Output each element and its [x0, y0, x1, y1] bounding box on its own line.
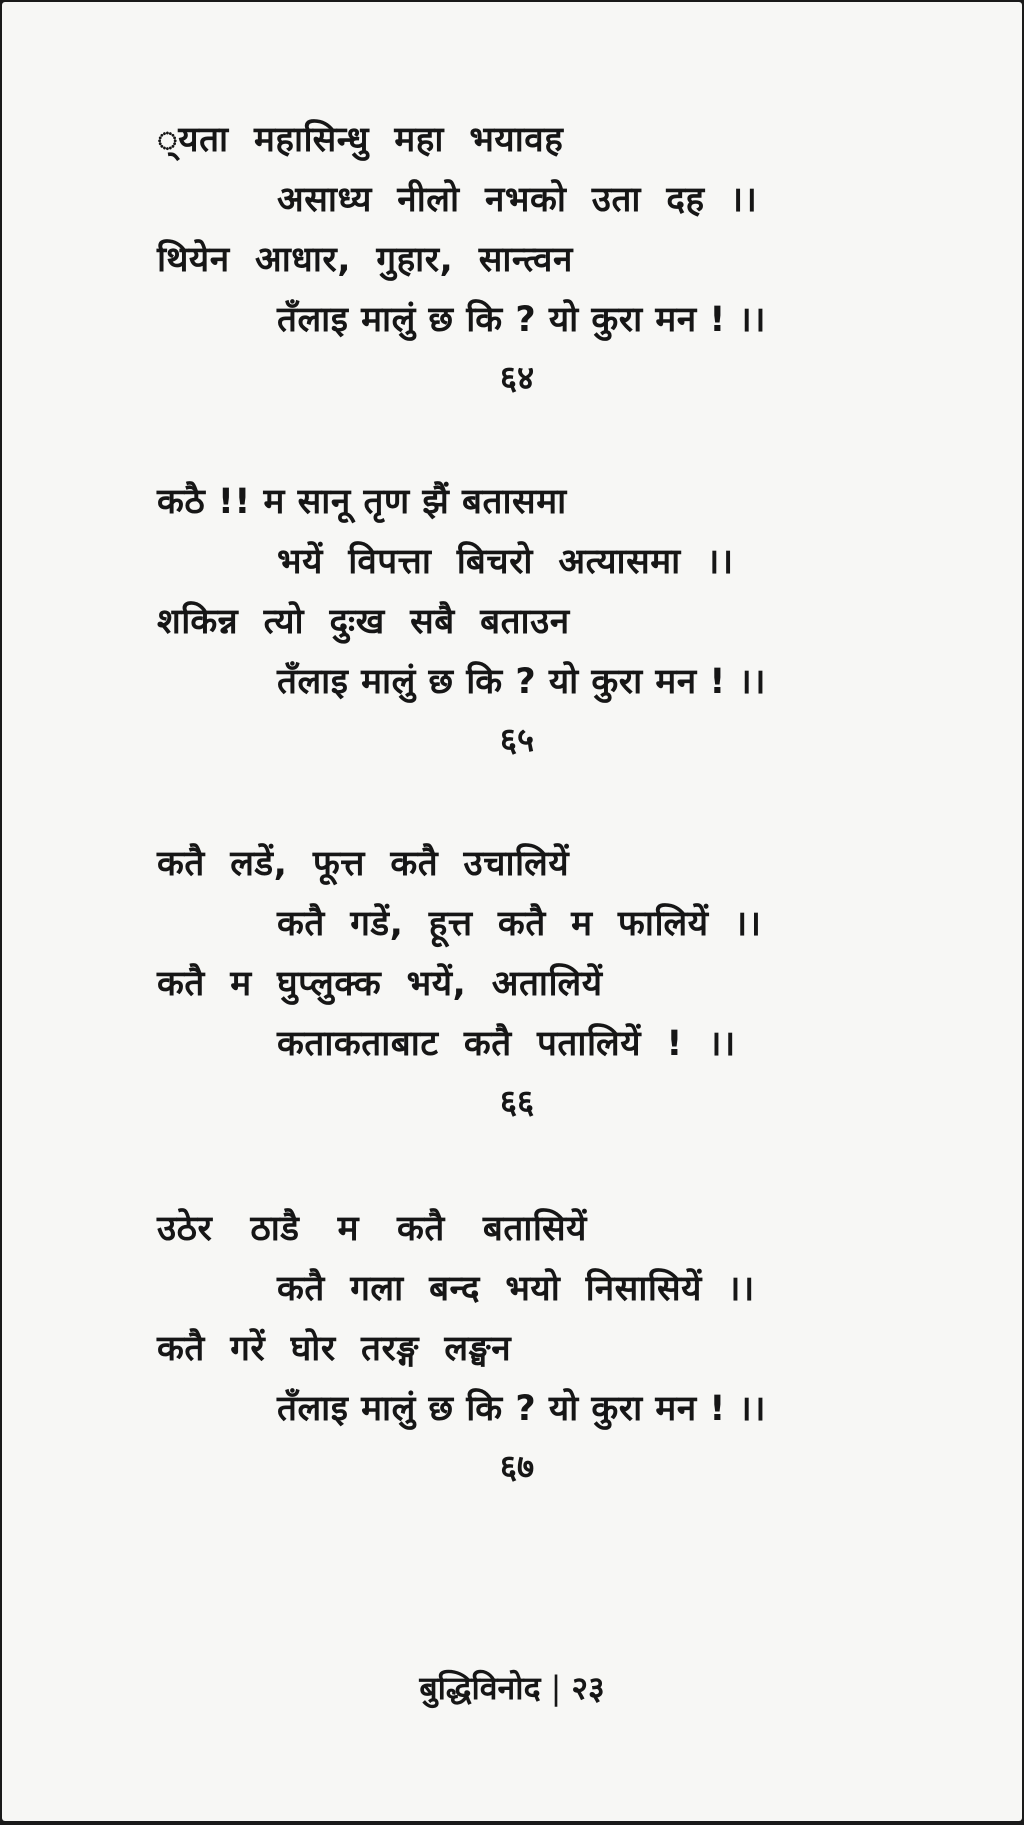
- verse-line: कतै गरें घोर तरङ्ग लङ्घन: [157, 1329, 512, 1369]
- verse-number-text: ६५: [499, 720, 535, 759]
- verse-line: तँलाइ मालुं छ कि ? यो कुरा मन ! ।।: [277, 662, 767, 702]
- verse-number-text: ६४: [499, 358, 535, 397]
- verse-line: कतै गला बन्द भयो निसासियें ।।: [277, 1269, 755, 1309]
- page-footer: [2, 1666, 1022, 1710]
- verse-line: भयें विपत्ता बिचरो अत्यासमा ।।: [277, 542, 734, 582]
- book-title: बुद्धिविनोद: [419, 1669, 541, 1707]
- book-page: [2, 2, 1022, 1821]
- verse-number: [2, 356, 1022, 400]
- verse-line: कठै !! म सानू तृण झैं बतासमा: [157, 482, 567, 522]
- verse-line: उठेर ठाडै म कतै बतासियें: [157, 1209, 587, 1249]
- verse-number-text: ६७: [499, 1447, 535, 1486]
- verse-number: [2, 718, 1022, 762]
- verse-line: थियेन आधार, गुहार, सान्त्वन: [157, 240, 573, 280]
- verse-line: तँलाइ मालुं छ कि ? यो कुरा मन ! ।।: [277, 1389, 767, 1429]
- verse-line: कताकताबाट कतै पतालियें ! ।।: [277, 1024, 736, 1064]
- page-number: २३: [571, 1669, 605, 1707]
- footer-separator: |: [550, 1669, 562, 1707]
- verse-line: कतै लडें, फूत्त कतै उचालियें: [157, 844, 570, 884]
- verse-line: असाध्य नीलो नभको उता दह ।।: [277, 180, 758, 220]
- verse-line: शकिन्न त्यो दुःख सबै बताउन: [157, 602, 570, 642]
- verse-line: तँलाइ मालुं छ कि ? यो कुरा मन ! ।।: [277, 300, 767, 340]
- verse-line: कतै गडें, हूत्त कतै म फालियें ।।: [277, 904, 762, 944]
- verse-number-text: ६६: [499, 1082, 535, 1121]
- verse-number: [2, 1445, 1022, 1489]
- verse-number: [2, 1080, 1022, 1124]
- verse-line: कतै म घुप्लुक्क भयें, अतालियें: [157, 964, 603, 1004]
- verse-line: ्यता महासिन्धु महा भयावह: [157, 120, 564, 160]
